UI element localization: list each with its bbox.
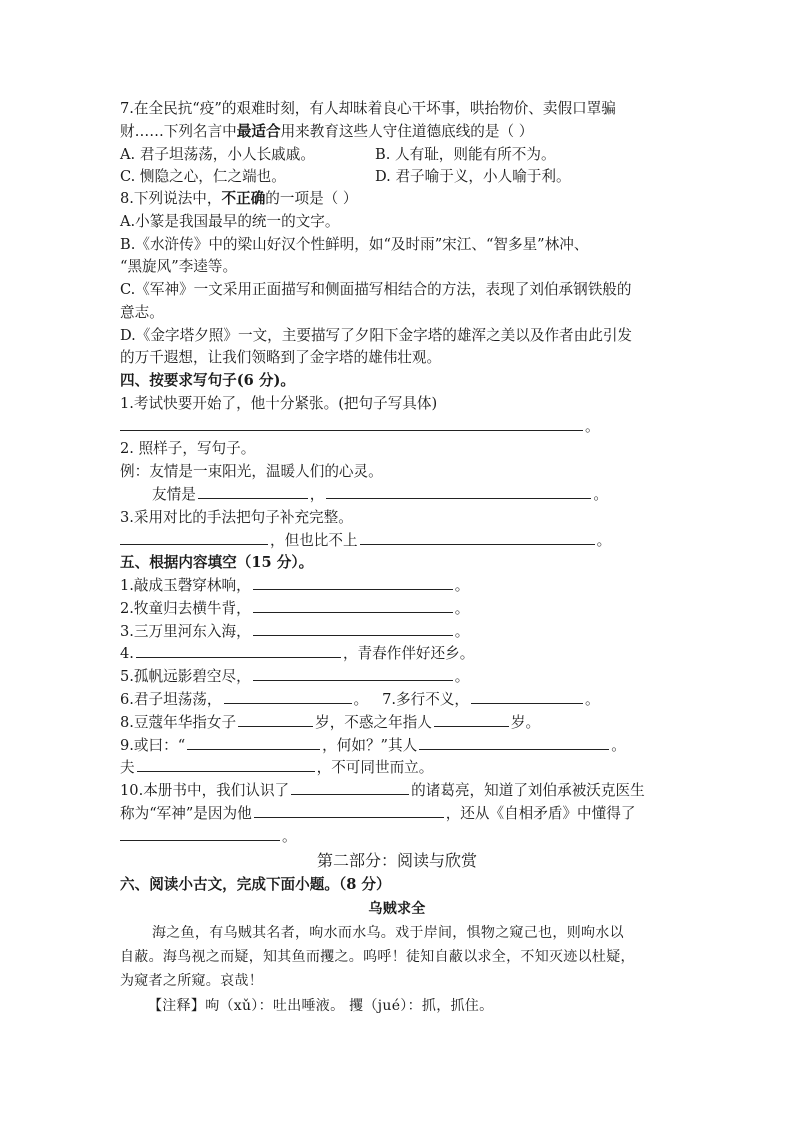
sec5-item-9-line2: 夫 ，不可同世而立。: [120, 759, 434, 776]
answer-blank[interactable]: [326, 484, 591, 499]
passage-line-1: 海之鱼，有乌贼其名者，呴水而水乌。戏于岸间，惧物之窥己也，则呴水以: [152, 925, 624, 941]
sec5-item-9-line1: 9.或曰：“ ，何如？”其人 。: [120, 737, 626, 754]
answer-blank[interactable]: [291, 780, 409, 795]
answer-blank[interactable]: [187, 735, 320, 750]
q7-option-d[interactable]: D. 君子喻于义，小人喻于利。: [375, 168, 571, 185]
sec4-q2-answer-line: 友情是 ， 。: [152, 486, 609, 503]
section-5-title: 五、根据内容填空（15 分）。: [120, 554, 314, 571]
answer-blank[interactable]: [434, 712, 509, 727]
answer-blank[interactable]: [120, 416, 583, 431]
section-4-title: 四、按要求写句子(6 分)。: [120, 372, 295, 389]
answer-blank[interactable]: [253, 666, 453, 681]
q8-option-c-line2: 意志。: [120, 304, 164, 321]
passage-note: 【注释】呴（xǔ）：吐出唾液。 攫（jué）：抓，抓住。: [148, 998, 494, 1014]
section-6-title: 六、阅读小古文，完成下面小题。（8 分）: [120, 876, 391, 893]
q8-option-b-line2: “黑旋风”李逵等。: [120, 258, 238, 275]
q8-option-d-line2: 的万千遐想，让我们领略到了金字塔的雄伟壮观。: [120, 349, 442, 366]
sec5-item-6-7: 6.君子坦荡荡， 。 7.多行不义， 。: [120, 691, 600, 708]
q8-option-a[interactable]: A.小篆是我国最早的统一的文字。: [120, 213, 340, 230]
q7-keyword: 最适合: [236, 123, 281, 140]
answer-blank[interactable]: [238, 712, 313, 727]
sec4-q3-answer-line: ，但也比不上 。: [120, 530, 611, 552]
q8-keyword: 不正确: [221, 190, 266, 207]
answer-blank[interactable]: [253, 598, 453, 613]
sec5-item-10-line2: 称为“军神”是因为他 ，还从《自相矛盾》中懂得了: [120, 805, 636, 822]
q7-stem-line2: 财……下列名言中最适合用来教育这些人守住道德底线的是（ ）: [120, 123, 534, 140]
sec5-item-10-line1: 10.本册书中，我们认识了 的诸葛亮，知道了刘伯承被沃克医生: [120, 782, 645, 799]
sec5-item-2: 2.牧童归去横牛背， 。: [120, 600, 470, 617]
sec4-q2: 2. 照样子，写句子。: [120, 440, 256, 457]
answer-blank[interactable]: [360, 530, 595, 545]
answer-blank[interactable]: [253, 621, 453, 636]
sec4-example: 例：友情是一束阳光，温暖人们的心灵。: [120, 463, 383, 480]
answer-blank[interactable]: [253, 575, 453, 590]
passage-line-2: 自蔽。海鸟视之而疑，知其鱼而攫之。呜呼！徒知自蔽以求全，不知灭迹以杜疑，: [120, 949, 635, 965]
q7-option-b[interactable]: B. 人有耻，则能有所不为。: [375, 146, 556, 163]
answer-blank[interactable]: [137, 757, 315, 772]
answer-blank[interactable]: [198, 484, 308, 499]
q7-stem-line1: 7.在全民抗“疫”的艰难时刻，有人却昧着良心干坏事，哄抬物价、卖假口罩骗: [120, 100, 616, 117]
sec5-item-3: 3.三万里河东入海， 。: [120, 623, 470, 640]
sec5-item-1: 1.敲成玉磬穿林响， 。: [120, 577, 470, 594]
q8-stem: 8.下列说法中，不正确的一项是（ ）: [120, 190, 358, 207]
answer-blank[interactable]: [120, 826, 280, 841]
answer-blank[interactable]: [254, 803, 444, 818]
sec5-item-4: 4. ，青春作伴好还乡。: [120, 645, 475, 662]
sec4-q1: 1.考试快要开始了，他十分紧张。(把句子写具体): [120, 395, 438, 412]
answer-blank[interactable]: [136, 643, 341, 658]
sec4-q1-answer-line: 。: [120, 416, 600, 438]
passage-line-3: 为窥者之所窥。哀哉！: [120, 973, 263, 989]
q8-option-c-line1[interactable]: C.《军神》一文采用正面描写和侧面描写相结合的方法，表现了刘伯承钢铁般的: [120, 281, 632, 298]
q7-option-c[interactable]: C. 恻隐之心，仁之端也。: [120, 168, 286, 185]
sec4-q3: 3.采用对比的手法把句子补充完整。: [120, 509, 353, 526]
sec5-item-10-line3: 。: [120, 826, 297, 848]
q7-option-a[interactable]: A. 君子坦荡荡，小人长戚戚。: [120, 146, 315, 163]
q8-option-d-line1[interactable]: D.《金字塔夕照》一文，主要描写了夕阳下金字塔的雄浑之美以及作者由此引发: [120, 327, 633, 344]
answer-blank[interactable]: [471, 689, 583, 704]
answer-blank[interactable]: [120, 530, 268, 545]
passage-title: 乌贼求全: [368, 901, 426, 917]
answer-blank[interactable]: [419, 735, 609, 750]
sec5-item-8: 8.豆蔻年华指女子 岁，不惑之年指人 岁。: [120, 714, 541, 731]
sec5-item-5: 5.孤帆远影碧空尽， 。: [120, 668, 470, 685]
part-2-title: 第二部分：阅读与欣赏: [316, 851, 477, 870]
q8-option-b-line1[interactable]: B.《水浒传》中的梁山好汉个性鲜明，如“及时雨”宋江、“智多星”林冲、: [120, 236, 589, 253]
answer-blank[interactable]: [224, 689, 352, 704]
